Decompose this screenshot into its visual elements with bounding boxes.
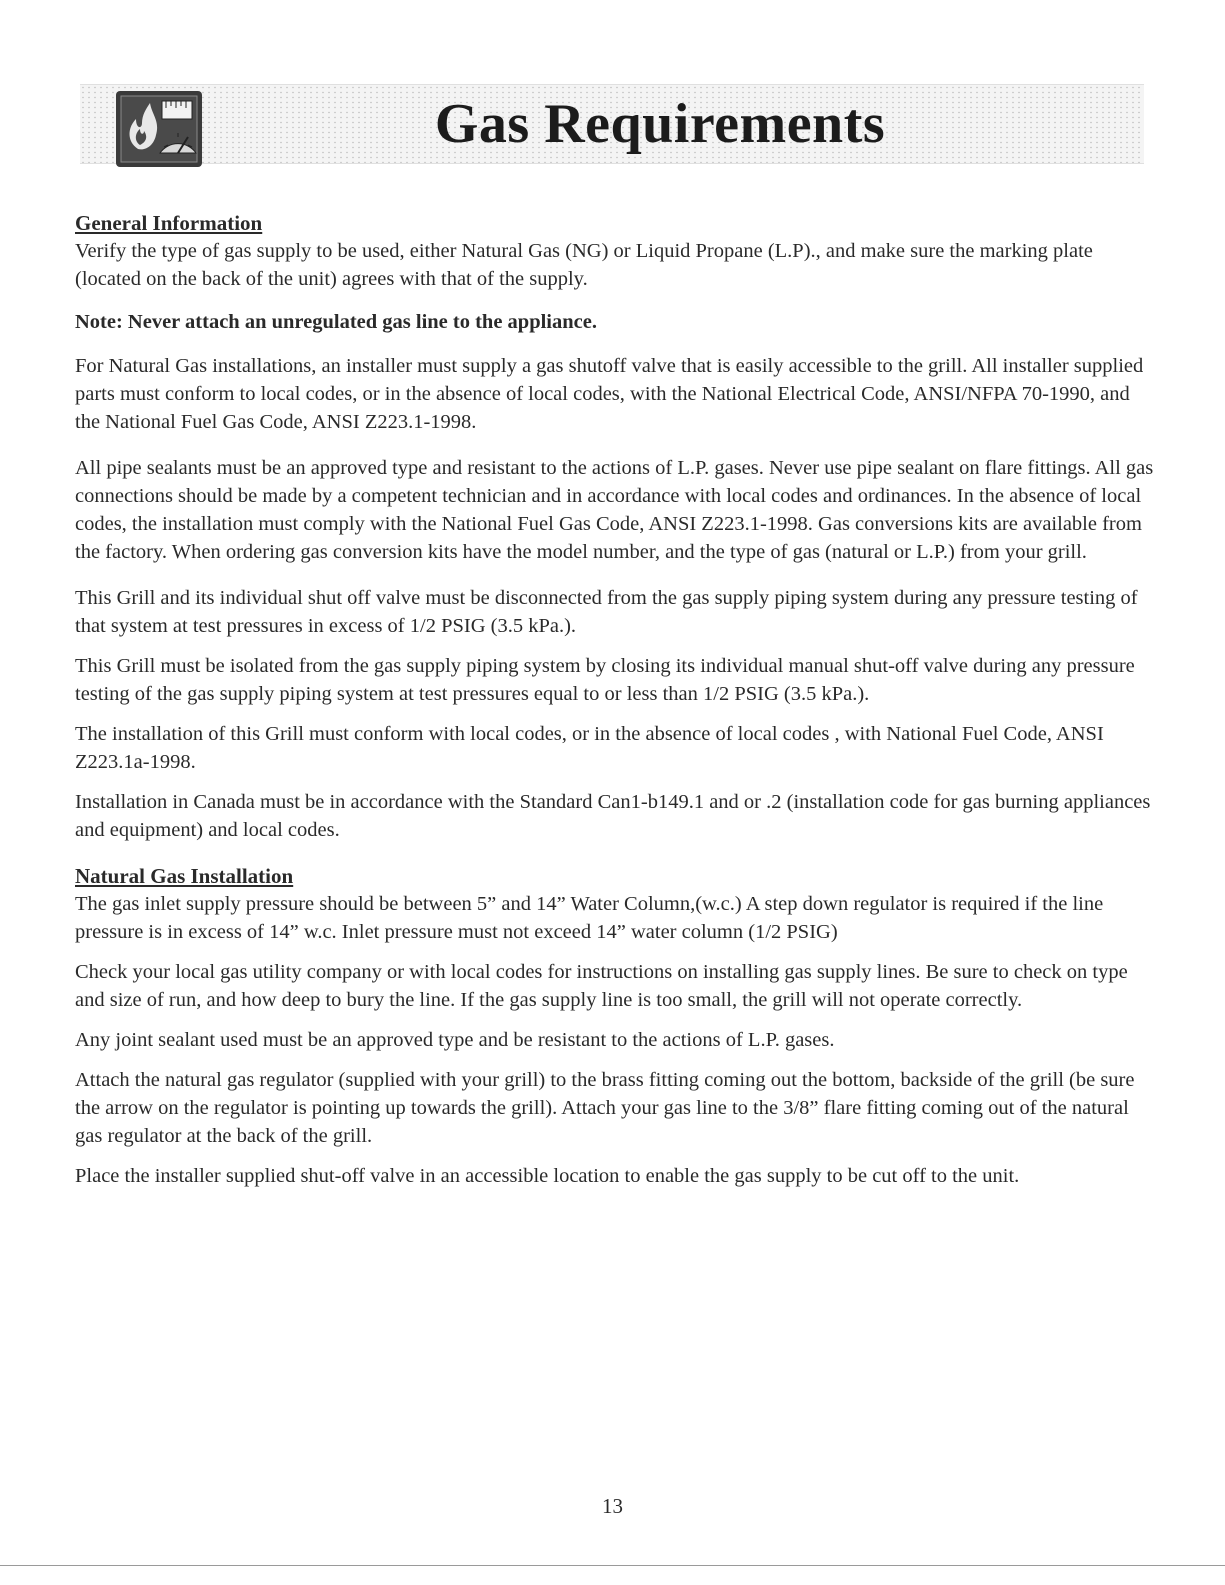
natural-paragraph-1: The gas inlet supply pressure should be between 5” and 14” Water Column,(w.c.) A step down regulator is required if the line pressure is in excess of 14” w.c. Inlet pressure must not exceed 14” water column (1/2 PSIG): [75, 893, 1104, 943]
bottom-divider: [0, 1565, 1225, 1566]
page-number: 13: [602, 1494, 623, 1518]
page-title: Gas Requirements: [434, 93, 886, 155]
natural-paragraph-3: Any joint sealant used must be an approved type and be resistant to the actions of L.P. gases.: [75, 1029, 835, 1051]
general-paragraph-2: For Natural Gas installations, an installer must supply a gas shutoff valve that is easily accessible to the grill. All installer supplied parts must conform to local codes, or in the absence of local codes, with the National Electrical Code, ANSI/NFPA 70-1990, and the National Fuel Gas Code, ANSI Z223.1-1998.: [75, 355, 1144, 433]
general-paragraph-6: The installation of this Grill must conform with local codes, or in the absence of local codes , with National Fuel Code, ANSI Z223.1a-1998.: [75, 723, 1104, 773]
general-paragraph-7: Installation in Canada must be in accordance with the Standard Can1-b149.1 and or .2 (installation code for gas burning appliances and equipment) and local codes.: [75, 791, 1151, 841]
natural-paragraph-5: Place the installer supplied shut-off valve in an accessible location to enable the gas supply to be cut off to the unit.: [75, 1165, 1020, 1187]
page-body: [75, 209, 1155, 1190]
general-paragraph-3: All pipe sealants must be an approved type and resistant to the actions of L.P. gases. Never use pipe sealant on flare fittings. All gas connections should be made by a competent technician and in accordance with local codes and ordinances. In the absence of local codes, the installation must comply with the National Fuel Gas Code, ANSI Z223.1-1998. Gas conversions kits are available from the factory. When ordering gas conversion kits have the model number, and the type of gas (natural or L.P.) from your grill.: [75, 457, 1154, 563]
natural-paragraph-4: Attach the natural gas regulator (supplied with your grill) to the brass fitting coming out the bottom, backside of the grill (be sure the arrow on the regulator is pointing up towards the grill). Attach your gas line to the 3/8” flare fitting coming out of the natural gas regulator at the back of the grill.: [75, 1069, 1135, 1147]
section-banner: [80, 84, 1144, 164]
section-heading-general: General Information: [75, 211, 263, 235]
general-paragraph-5: This Grill must be isolated from the gas supply piping system by closing its individual manual shut-off valve during any pressure testing of the gas supply piping system at test pressures equal to or less than 1/2 PSIG (3.5 kPa.).: [75, 655, 1135, 705]
general-paragraph-1: Verify the type of gas supply to be used, either Natural Gas (NG) or Liquid Propane (L.P)., and make sure the marking plate (located on the back of the unit) agrees with that of the supply.: [75, 240, 1093, 290]
general-paragraph-4: This Grill and its individual shut off valve must be disconnected from the gas supply piping system during any pressure testing of that system at test pressures in excess of 1/2 PSIG (3.5 kPa.).: [75, 587, 1138, 637]
warning-note: Note: Never attach an unregulated gas line to the appliance.: [75, 311, 597, 333]
natural-paragraph-2: Check your local gas utility company or with local codes for instructions on installing gas supply lines. Be sure to check on type and size of run, and how deep to bury the line. If the gas supply line is too small, the grill will not operate correctly.: [75, 961, 1128, 1011]
section-heading-natural-gas: Natural Gas Installation: [75, 864, 294, 888]
